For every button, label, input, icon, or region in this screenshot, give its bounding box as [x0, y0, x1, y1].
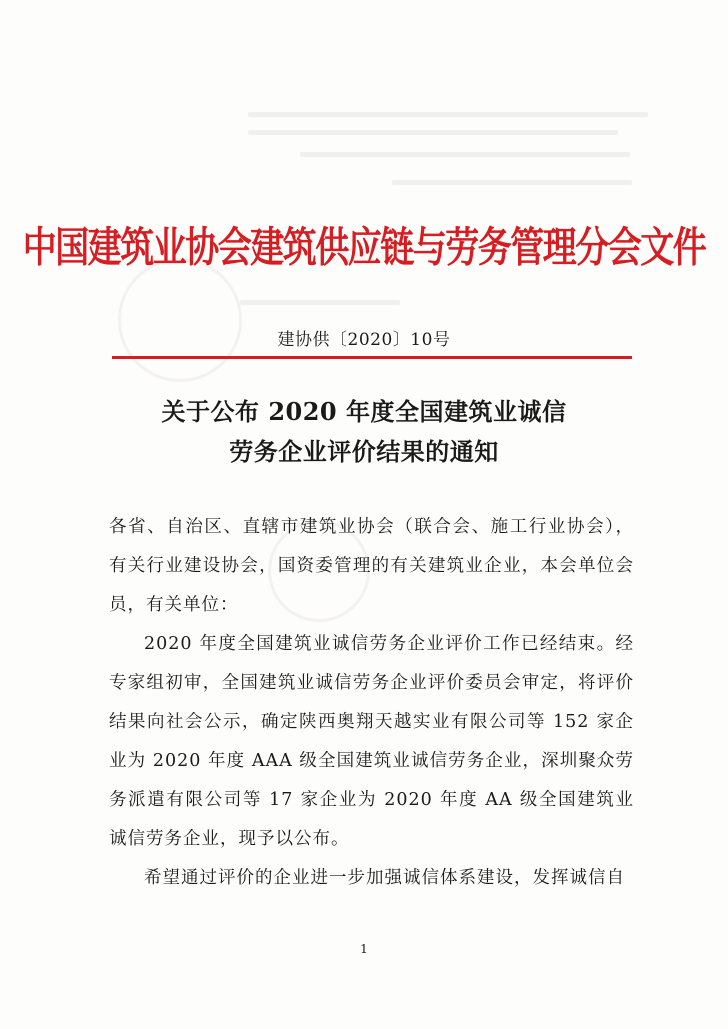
- title-line-1: 关于公布 2020 年度全国建筑业诚信: [161, 397, 567, 426]
- document-body: [109, 508, 634, 898]
- body-paragraph-2: 希望通过评价的企业进一步加强诚信体系建设，发挥诚信自: [144, 868, 625, 888]
- salutation: 各省、自治区、直辖市建筑业协会（联合会、施工行业协会），有关行业建设协会，国资委管理的有关建筑业企业，本会单位会员，有关单位：: [109, 517, 634, 615]
- bleed-through-seal: [118, 258, 242, 382]
- bleed-through-line: [248, 112, 648, 117]
- document-title: [0, 392, 728, 472]
- bleed-through-line: [300, 152, 630, 157]
- page-number: 1: [360, 942, 368, 956]
- bleed-through-line: [392, 180, 632, 185]
- document-number: 建协供〔2020〕10号: [277, 330, 451, 350]
- bleed-through-line: [248, 130, 618, 135]
- issuing-organization-header: 中国建筑业协会建筑供应链与劳务管理分会文件: [22, 223, 706, 273]
- title-line-2: 劳务企业评价结果的通知: [229, 437, 499, 466]
- bleed-through-line: [240, 300, 400, 305]
- red-divider-line: [112, 356, 632, 359]
- body-paragraph-1: 2020 年度全国建筑业诚信劳务企业评价工作已经结束。经专家组初审，全国建筑业诚信劳务企业评价委员会审定，将评价结果向社会公示，确定陕西奥翔天越实业有限公司等 152 家企业为 2020 年度 AAA 级全国建筑业诚信劳务企业，深圳聚众劳务派遣有限公司等 17 家企业为 2020 年度 AA 级全国建筑业诚信劳务企业，现予以公布。: [109, 634, 634, 849]
